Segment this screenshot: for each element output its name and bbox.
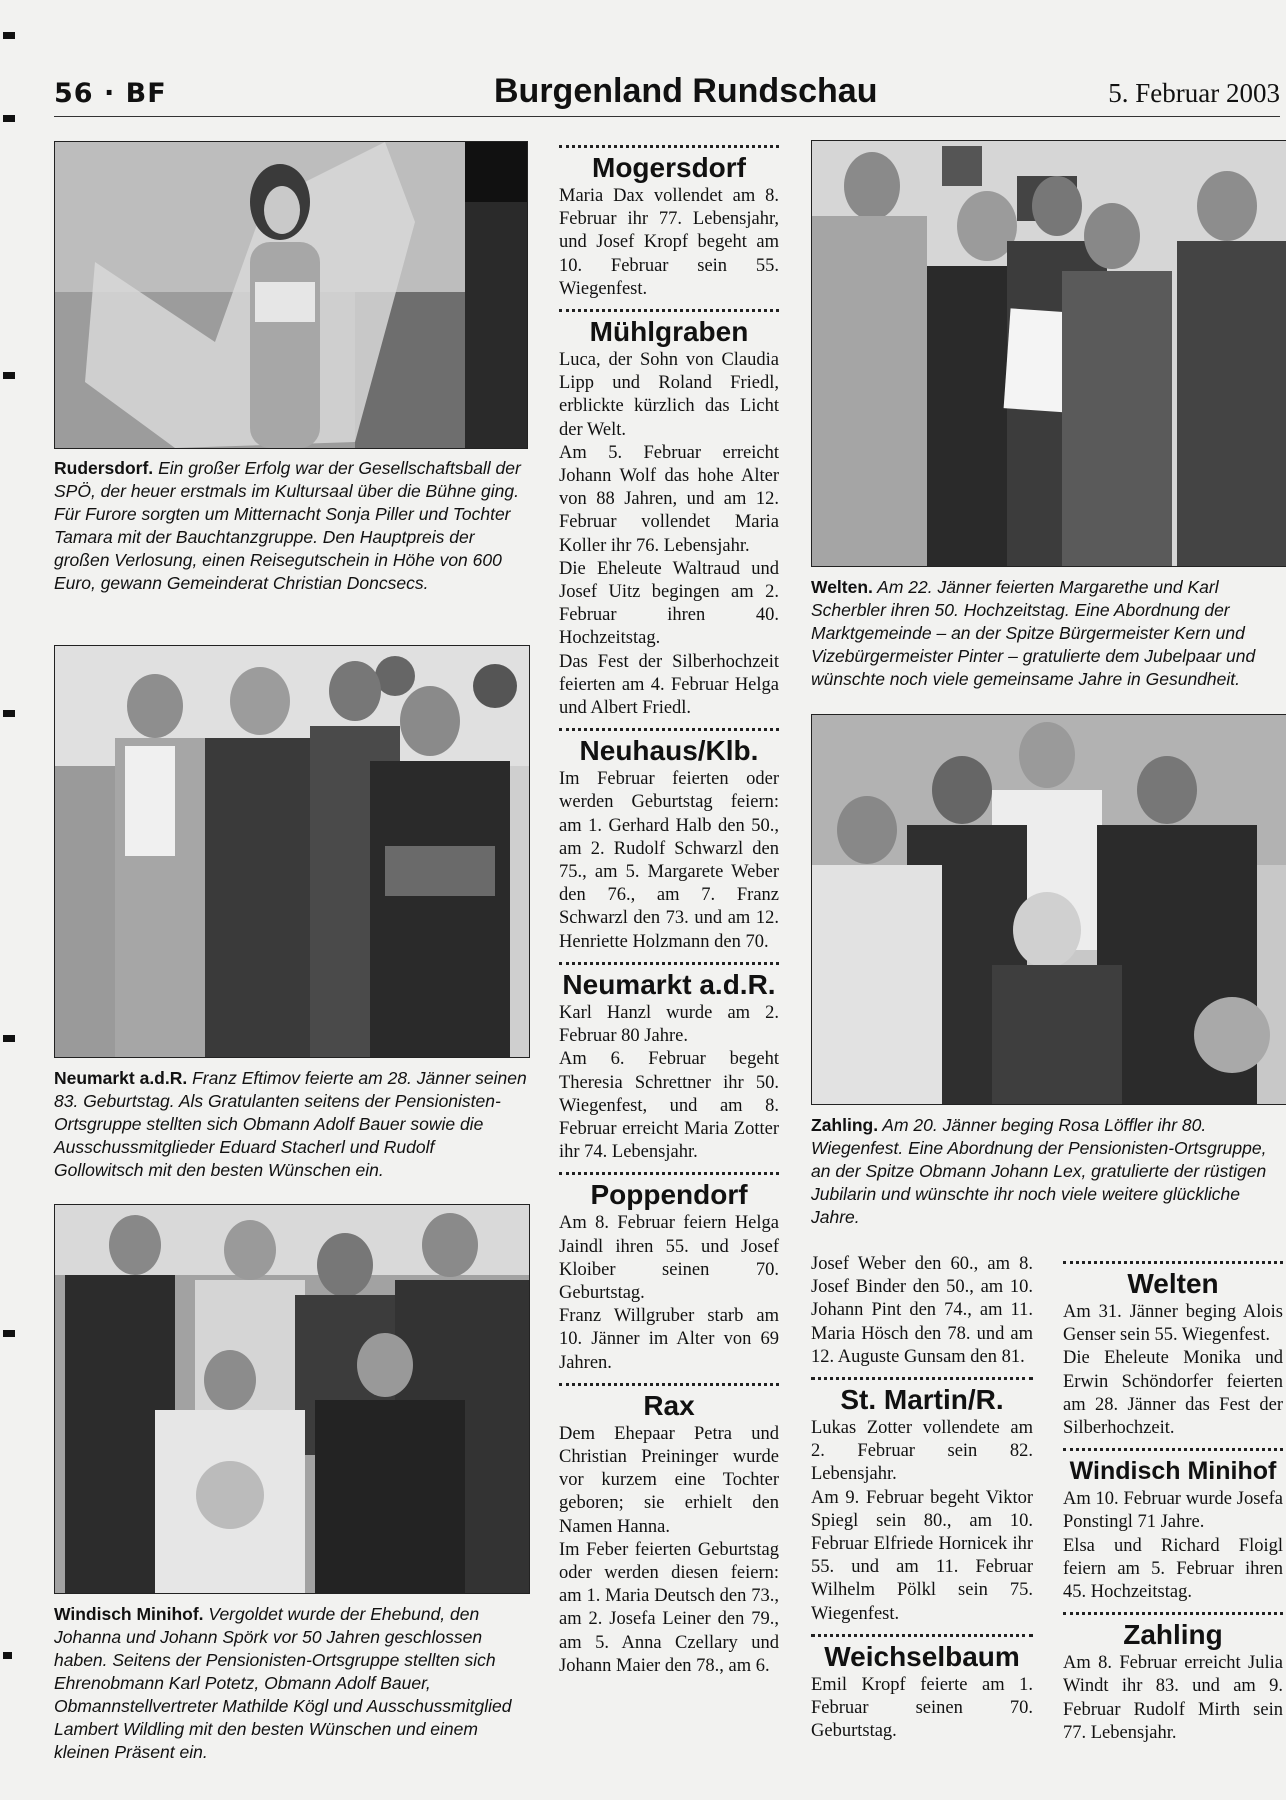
- paragraph: Am 5. Februar erreicht Johann Wolf das hohe Alter von 88 Jahren, und am 12. Februar vollendet Maria Koller ihr 76. Lebensjahr.: [559, 442, 779, 556]
- paragraph: Das Fest der Silberhochzeit feierten am 4. Februar Helga und Albert Friedl.: [559, 651, 779, 719]
- section-body-neuhaus: [559, 768, 779, 954]
- caption-text: Am 20. Jänner beging Rosa Löffler ihr 80. Wiegenfest. Eine Abordnung der Pensionisten-Ortsgruppe, an der Spitze Obmann Johann Lex, gratulierte der rüstigen Jubilarin und wünschte ihr noch viele weitere glückliche Jahre.: [811, 1115, 1267, 1227]
- caption-place: Zahling.: [811, 1115, 879, 1135]
- section-divider: [1063, 1261, 1283, 1264]
- paragraph: Am 10. Februar wurde Josefa Ponstingl 71 Jahre.: [1063, 1489, 1283, 1533]
- section-title-poppendorf: Poppendorf: [590, 1179, 748, 1211]
- section-body-rax-continued: [811, 1253, 1033, 1369]
- caption-text: Ein großer Erfolg war der Gesellschaftsball der SPÖ, der heuer erstmals im Kultursaal über die Bühne ging. Für Furore sorgten um Mitternacht Sonja Piller und Tochter Tamara mit der Bauchtanzgruppe. Den Hauptpreis der großen Verlosung, einen Reisegutschein in Höhe von 600 Euro, gewann Gemeinderat Christian Doncsecs.: [54, 458, 521, 593]
- paragraph: Lukas Zotter vollendete am 2. Februar sein 82. Lebensjahr.: [811, 1418, 1033, 1485]
- section-divider: [1063, 1448, 1283, 1451]
- photo-welten-golden-wedding: [811, 140, 1286, 567]
- section-title-windisch-minihof: Windisch Minihof: [1069, 1457, 1277, 1486]
- caption-neumarkt: [54, 1067, 528, 1182]
- section-divider: [811, 1377, 1033, 1380]
- section-body-weichselbaum: [811, 1674, 1033, 1744]
- section-title-mogersdorf: Mogersdorf: [592, 152, 746, 183]
- caption-text: Am 22. Jänner feierten Margarethe und Karl Scherbler ihren 50. Hochzeitstag. Eine Abordnung der Marktgemeinde – an der Spitze Bürgermeister Kern und Vizebürgermeister Pinter – gratulierte dem Jubelpaar und wünschte noch viele gemeinsame Jahre in Gesundheit.: [811, 577, 1256, 689]
- section-divider: [559, 145, 779, 148]
- paragraph: Am 6. Februar begeht Theresia Schrettner ihr 50. Wiegenfest, und am 8. Februar erreicht Maria Zotter ihr 74. Lebensjahr.: [559, 1049, 779, 1163]
- photo-neumarkt-group: [54, 645, 530, 1058]
- section-divider: [811, 1634, 1033, 1637]
- section-title-welten: Welten: [1127, 1268, 1219, 1299]
- caption-place: Welten.: [811, 577, 873, 597]
- section-title-neuhaus: Neuhaus/Klb.: [579, 735, 759, 767]
- paragraph: Josef Weber den 60., am 8. Josef Binder den 50., am 10. Johann Pint den 74., am 11. Maria Hösch den 78. und am 12. Auguste Gunsam den 81.: [811, 1254, 1033, 1367]
- page-number: 56 · BF: [54, 78, 167, 109]
- caption-place: Neumarkt a.d.R.: [54, 1068, 188, 1088]
- section-body-poppendorf: [559, 1212, 779, 1374]
- middle-column: [559, 145, 779, 1686]
- section-divider: [559, 962, 779, 965]
- section-divider: [559, 1172, 779, 1175]
- right-column-b: [1063, 1261, 1283, 1753]
- section-body-neumarkt: [559, 1002, 779, 1164]
- photo-rudersdorf-dancer: [54, 141, 528, 449]
- section-body-rax: [559, 1423, 779, 1678]
- photo-windisch-minihof-couple: [54, 1204, 530, 1594]
- paragraph: Franz Willgruber starb am 10. Jänner im Alter von 69 Jahren.: [559, 1306, 779, 1373]
- page-header: [54, 70, 1280, 117]
- caption-place: Rudersdorf.: [54, 458, 154, 478]
- section-title-st-martin: St. Martin/R.: [840, 1384, 1004, 1416]
- caption-text: Franz Eftimov feierte am 28. Jänner seinen 83. Geburtstag. Als Gratulanten seitens der Pensionisten-Ortsgruppe stellten sich Obmann Adolf Bauer sowie die Ausschussmitglieder Eduard Stacherl und Rudolf Gollowitsch mit den besten Wünschen ein.: [54, 1068, 527, 1180]
- paragraph: Am 9. Februar begeht Viktor Spiegl sein 80., am 10. Februar Elfriede Hornicek ihr 55. und am 11. Februar Wilhelm Pölkl sein 75. Wiegenfest.: [811, 1487, 1033, 1624]
- caption-text: Vergoldet wurde der Ehebund, den Johanna und Johann Spörk vor 50 Jahren geschlossen haben. Seitens der Pensionisten-Ortsgruppe stellten sich Ehrenobmann Karl Potetz, Obmann Adolf Bauer, Obmannstellvertreter Mathilde Kögl und Ausschussmitglied Lambert Wildling mit den besten Wünschen und einem kleinen Präsent ein.: [54, 1604, 512, 1762]
- caption-place: Windisch Minihof.: [54, 1604, 204, 1624]
- paragraph: Karl Hanzl wurde am 2. Februar 80 Jahre.: [559, 1002, 779, 1047]
- section-divider: [559, 1383, 779, 1386]
- section-body-st-martin: [811, 1417, 1033, 1626]
- section-title-weichselbaum: Weichselbaum: [824, 1640, 1020, 1672]
- photo-zahling-birthday: [811, 714, 1286, 1105]
- paragraph: Am 31. Jänner beging Alois Genser sein 55. Wiegenfest.: [1063, 1302, 1283, 1346]
- paragraph: Am 8. Februar erreicht Julia Windt ihr 83. und am 9. Februar Rudolf Mirth sein 77. Lebensjahr.: [1063, 1653, 1283, 1743]
- section-body-welten: [1063, 1301, 1283, 1440]
- section-body-mogersdorf: [559, 185, 779, 301]
- section-divider: [559, 309, 779, 312]
- paragraph: Die Eheleute Waltraud und Josef Uitz begingen am 2. Februar ihren 40. Hochzeitstag.: [559, 558, 779, 649]
- paragraph: Elsa und Richard Floigl feiern am 5. Februar ihren 45. Hochzeitstag.: [1063, 1535, 1283, 1603]
- issue-date: 5. Februar 2003: [1108, 78, 1280, 108]
- paragraph: Am 8. Februar feiern Helga Jaindl ihren 55. und Josef Kloiber seinen 70. Geburtstag.: [559, 1213, 779, 1303]
- section-title-muehlgraben: Mühlgraben: [589, 316, 749, 348]
- paragraph: Im Feber feierten Geburtstag oder werden diesen feiern: am 1. Maria Deutsch den 73., am 2. Josefa Leiner den 79., am 5. Anna Czellary und Johann Maier den 78., am 6.: [559, 1539, 779, 1676]
- caption-windisch-minihof: [54, 1603, 528, 1764]
- caption-zahling: [811, 1114, 1286, 1229]
- section-title-zahling: Zahling: [1123, 1619, 1223, 1651]
- caption-welten: [811, 576, 1286, 691]
- paragraph: Im Februar feierten oder werden Geburtstag feiern: am 1. Gerhard Halb den 50., am 2. Rudolf Schwarzl den 75., am 5. Margarete Weber den 76., am 7. Franz Schwarzl den 73. und am 12. Henriette Holzmann den 70.: [559, 769, 779, 952]
- paragraph: Dem Ehepaar Petra und Christian Preininger wurde vor kurzem eine Tochter geboren; sie erhielt den Namen Hanna.: [559, 1423, 779, 1537]
- section-body-muehlgraben: [559, 349, 779, 720]
- paragraph: Die Eheleute Monika und Erwin Schöndorfer feierten am 28. Jänner das Fest der Silberhochzeit.: [1063, 1348, 1283, 1439]
- section-title-neumarkt: Neumarkt a.d.R.: [562, 968, 776, 1000]
- newspaper-title: Burgenland Rundschau: [494, 72, 878, 110]
- paragraph: Maria Dax vollendet am 8. Februar ihr 77. Lebensjahr, und Josef Kropf begeht am 10. Februar sein 55. Wiegenfest.: [559, 186, 779, 299]
- section-body-zahling: [1063, 1652, 1283, 1745]
- paragraph: Luca, der Sohn von Claudia Lipp und Roland Friedl, erblickte kürzlich das Licht der Welt.: [559, 350, 779, 440]
- caption-rudersdorf: [54, 457, 528, 595]
- paragraph: Emil Kropf feierte am 1. Februar seinen 70. Geburtstag.: [811, 1674, 1033, 1742]
- section-divider: [1063, 1612, 1283, 1615]
- section-divider: [559, 728, 779, 731]
- section-title-rax: Rax: [643, 1389, 695, 1421]
- right-column-a: [811, 1253, 1033, 1751]
- section-body-windisch-minihof: [1063, 1488, 1283, 1604]
